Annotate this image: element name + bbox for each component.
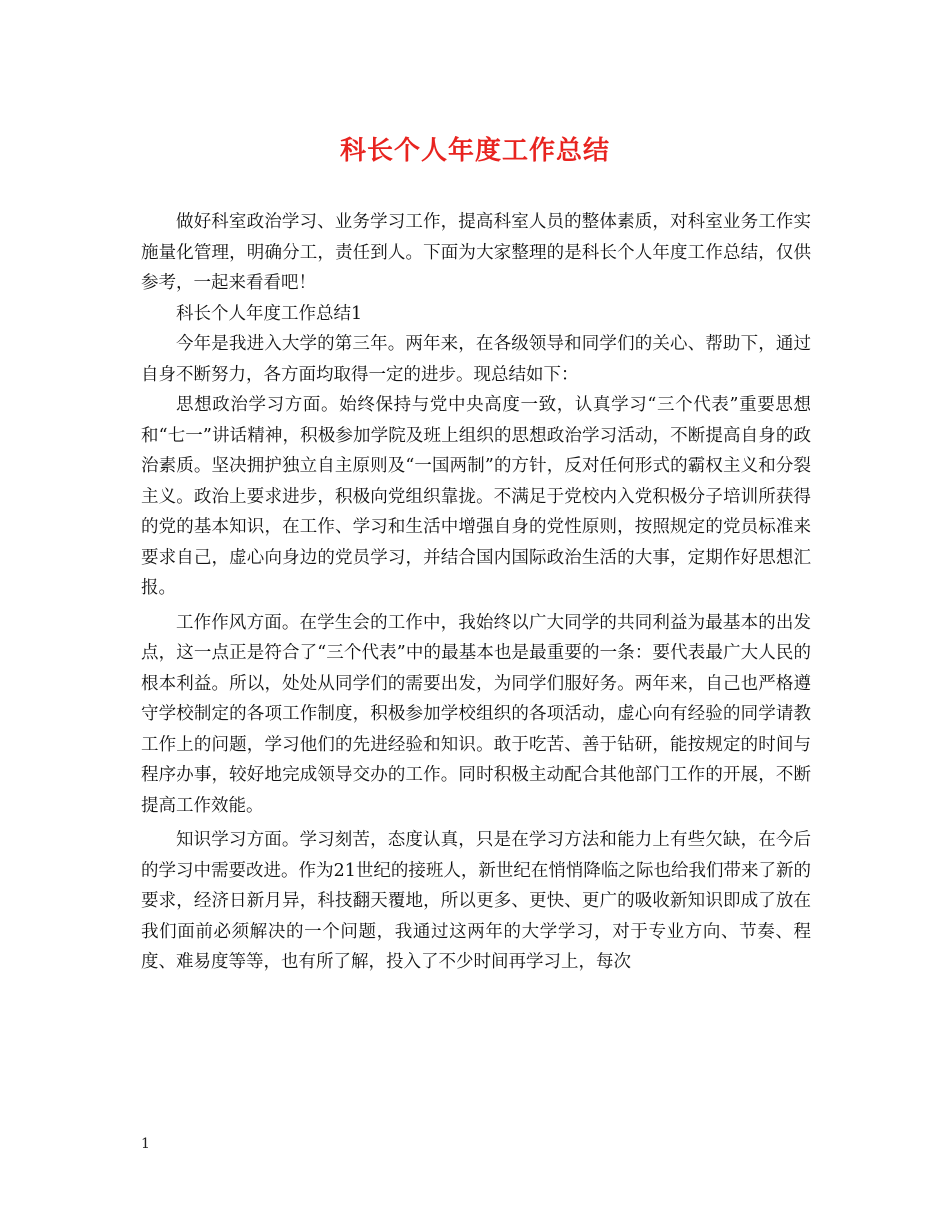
document-body (141, 207, 811, 978)
section-heading: 科长个人年度工作总结1 (176, 303, 363, 324)
body-paragraph: 知识学习方面。学习刻苦，态度认真，只是在学习方法和能力上有些欠缺，在今后的学习中需要改进。作为21世纪的接班人，新世纪在悄悄降临之际也给我们带来了新的要求，经济日新月异，科技翻天覆地，所以更多、更快、更广的吸收新知识即成了放在我们面前必须解决的一个问题，我通过这两年的大学学习，对于专业方向、节奏、程度、难易度等等，也有所了解，投入了不少时间再学习上，每次 (141, 830, 811, 972)
body-paragraph: 思想政治学习方面。始终保持与党中央高度一致，认真学习“三个代表”重要思想和“七一”讲话精神，积极参加学院及班上组织的思想政治学习活动，不断提高自身的政治素质。坚决拥护独立自主原则及“一国两制”的方针，反对任何形式的霸权主义和分裂主义。政治上要求进步，积极向党组织靠拢。不满足于党校内入党积极分子培训所获得的党的基本知识，在工作、学习和生活中增强自身的党性原则，按照规定的党员标准来要求自己，虚心向身边的党员学习，并结合国内国际政治生活的大事，定期作好思想汇报。 (141, 395, 811, 598)
intro-paragraph: 做好科室政治学习、业务学习工作，提高科室人员的整体素质，对科室业务工作实施量化管理，明确分工，责任到人。下面为大家整理的是科长个人年度工作总结，仅供参考，一起来看看吧！ (141, 212, 811, 293)
body-paragraph: 今年是我进入大学的第三年。两年来，在各级领导和同学们的关心、帮助下，通过自身不断努力，各方面均取得一定的进步。现总结如下： (141, 334, 811, 385)
document-title: 科长个人年度工作总结 (339, 136, 610, 166)
page-number: 1 (141, 1136, 150, 1152)
body-paragraph: 工作作风方面。在学生会的工作中，我始终以广大同学的共同利益为最基本的出发点，这一点正是符合了“三个代表”中的最基本也是最重要的一条：要代表最广大人民的根本利益。所以，处处从同学们的需要出发，为同学们服好务。两年来，自己也严格遵守学校制定的各项工作制度，积极参加学校组织的各项活动，虚心向有经验的同学请教工作上的问题，学习他们的先进经验和知识。敢于吃苦、善于钻研，能按规定的时间与程序办事，较好地完成领导交办的工作。同时积极主动配合其他部门工作的开展，不断提高工作效能。 (141, 612, 811, 816)
